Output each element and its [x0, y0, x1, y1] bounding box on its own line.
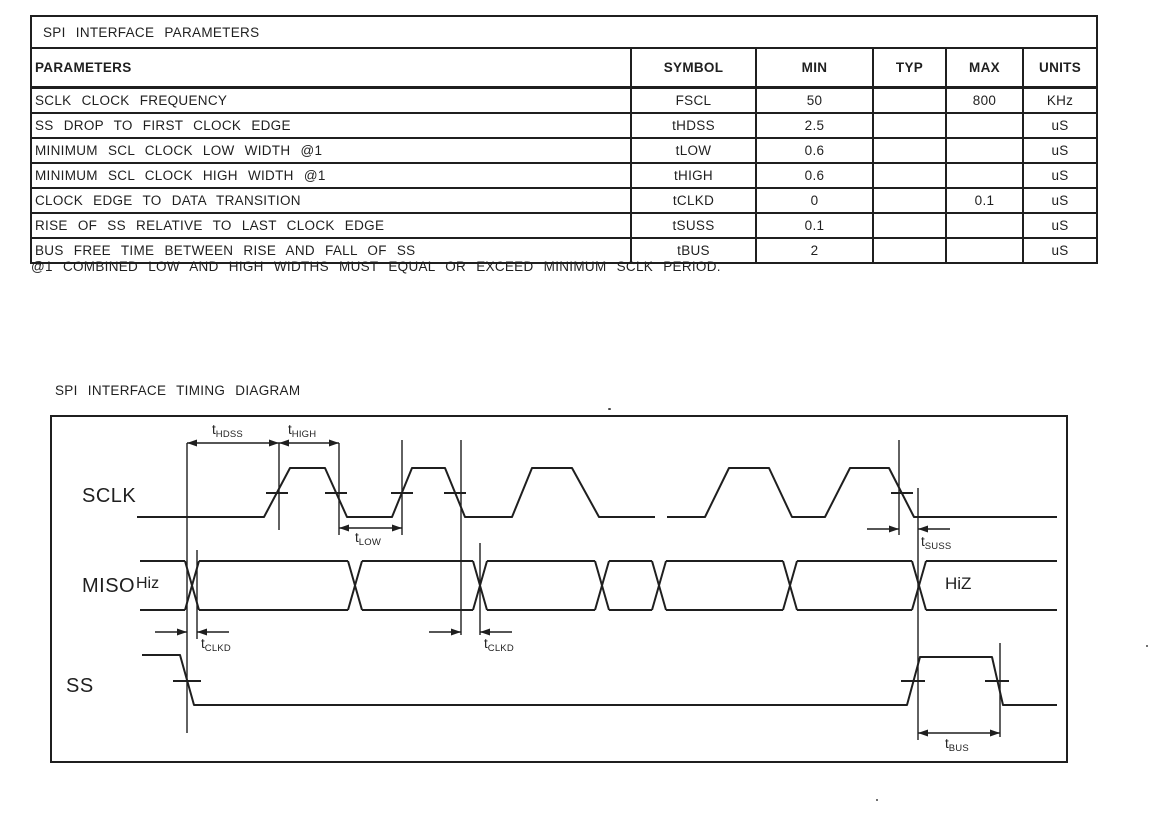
miso-crossovers: [185, 561, 926, 610]
typ-cell: [873, 188, 946, 213]
units-cell: uS: [1023, 213, 1097, 238]
tclkd-label-1: [201, 636, 231, 654]
label-sub: BUS: [948, 743, 969, 754]
label-sub: CLKD: [204, 643, 231, 654]
label-base: t: [212, 422, 216, 437]
min-cell: 50: [756, 88, 873, 114]
col-header-max: MAX: [946, 48, 1023, 88]
label-base: t: [945, 736, 949, 751]
scan-artifact-dot: [876, 799, 878, 801]
label-base: t: [355, 530, 359, 545]
table-row: [31, 163, 1097, 188]
typ-cell: [873, 213, 946, 238]
symbol-cell: tBUS: [631, 238, 756, 263]
max-cell: 800: [946, 88, 1023, 114]
hiz-right-label: HiZ: [945, 574, 972, 593]
col-header-min: MIN: [756, 48, 873, 88]
max-cell: [946, 163, 1023, 188]
tclkd-label-2: [484, 636, 514, 654]
hiz-left-label: Hiz: [136, 575, 160, 592]
scan-artifact-dot: [1146, 645, 1148, 647]
param-cell: MINIMUM SCL CLOCK HIGH WIDTH @1: [31, 163, 631, 188]
col-header-units: UNITS: [1023, 48, 1097, 88]
max-cell: [946, 238, 1023, 263]
table-footnote: @1 COMBINED LOW AND HIGH WIDTHS MUST EQUAL OR EXCEED MINIMUM SCLK PERIOD.: [31, 259, 721, 274]
param-cell: RISE OF SS RELATIVE TO LAST CLOCK EDGE: [31, 213, 631, 238]
table-title: SPI INTERFACE PARAMETERS: [31, 16, 1097, 48]
min-cell: 2: [756, 238, 873, 263]
param-cell: SCLK CLOCK FREQUENCY: [31, 88, 631, 114]
timing-diagram-box: [50, 415, 1068, 763]
symbol-cell: FSCL: [631, 88, 756, 114]
param-cell: CLOCK EDGE TO DATA TRANSITION: [31, 188, 631, 213]
label-base: t: [921, 534, 925, 549]
label-sub: SUSS: [924, 541, 952, 552]
tlow-label: [355, 530, 381, 548]
dimension-arrowheads: [177, 440, 1000, 737]
thigh-label: [288, 422, 316, 440]
col-header-parameters: PARAMETERS: [31, 48, 631, 88]
max-cell: 0.1: [946, 188, 1023, 213]
units-cell: uS: [1023, 188, 1097, 213]
symbol-cell: tSUSS: [631, 213, 756, 238]
dimension-lines: [155, 443, 1000, 733]
col-header-typ: TYP: [873, 48, 946, 88]
table-row: [31, 188, 1097, 213]
diagram-title: SPI INTERFACE TIMING DIAGRAM: [55, 383, 301, 398]
min-cell: 2.5: [756, 113, 873, 138]
typ-cell: [873, 163, 946, 188]
sclk-signal-label: SCLK: [82, 485, 137, 507]
units-cell: KHz: [1023, 88, 1097, 114]
param-cell: MINIMUM SCL CLOCK LOW WIDTH @1: [31, 138, 631, 163]
table-title-row: [31, 16, 1097, 48]
miso-signal-label: MISO: [82, 575, 136, 597]
symbol-cell: tHIGH: [631, 163, 756, 188]
label-base: t: [201, 636, 205, 651]
typ-cell: [873, 88, 946, 114]
max-cell: [946, 113, 1023, 138]
edge-ticks: [173, 493, 1009, 681]
tsuss-label: [921, 534, 951, 552]
table-row: [31, 88, 1097, 114]
units-cell: uS: [1023, 238, 1097, 263]
label-sub: HDSS: [215, 429, 243, 440]
timing-diagram-svg: [52, 417, 1066, 761]
table-row: [31, 113, 1097, 138]
label-sub: CLKD: [487, 643, 514, 654]
min-cell: 0: [756, 188, 873, 213]
min-cell: 0.1: [756, 213, 873, 238]
param-cell: SS DROP TO FIRST CLOCK EDGE: [31, 113, 631, 138]
symbol-cell: tLOW: [631, 138, 756, 163]
max-cell: [946, 213, 1023, 238]
symbol-cell: tHDSS: [631, 113, 756, 138]
units-cell: uS: [1023, 138, 1097, 163]
typ-cell: [873, 138, 946, 163]
thdss-label: [212, 422, 243, 440]
units-cell: uS: [1023, 113, 1097, 138]
scan-artifact-dot: [608, 408, 611, 410]
table-header-row: [31, 48, 1097, 88]
max-cell: [946, 138, 1023, 163]
min-cell: 0.6: [756, 138, 873, 163]
label-sub: HIGH: [291, 429, 317, 440]
measurement-verticals: [187, 440, 1000, 740]
symbol-cell: tCLKD: [631, 188, 756, 213]
label-base: t: [288, 422, 292, 437]
table-row: [31, 138, 1097, 163]
ss-signal-label: SS: [66, 675, 94, 697]
typ-cell: [873, 113, 946, 138]
label-sub: LOW: [358, 537, 382, 548]
table-row: [31, 213, 1097, 238]
min-cell: 0.6: [756, 163, 873, 188]
label-base: t: [484, 636, 488, 651]
tbus-label: [945, 736, 969, 754]
spi-parameters-table: [30, 15, 1098, 264]
units-cell: uS: [1023, 163, 1097, 188]
typ-cell: [873, 238, 946, 263]
col-header-symbol: SYMBOL: [631, 48, 756, 88]
param-cell: BUS FREE TIME BETWEEN RISE AND FALL OF SS: [31, 238, 631, 263]
